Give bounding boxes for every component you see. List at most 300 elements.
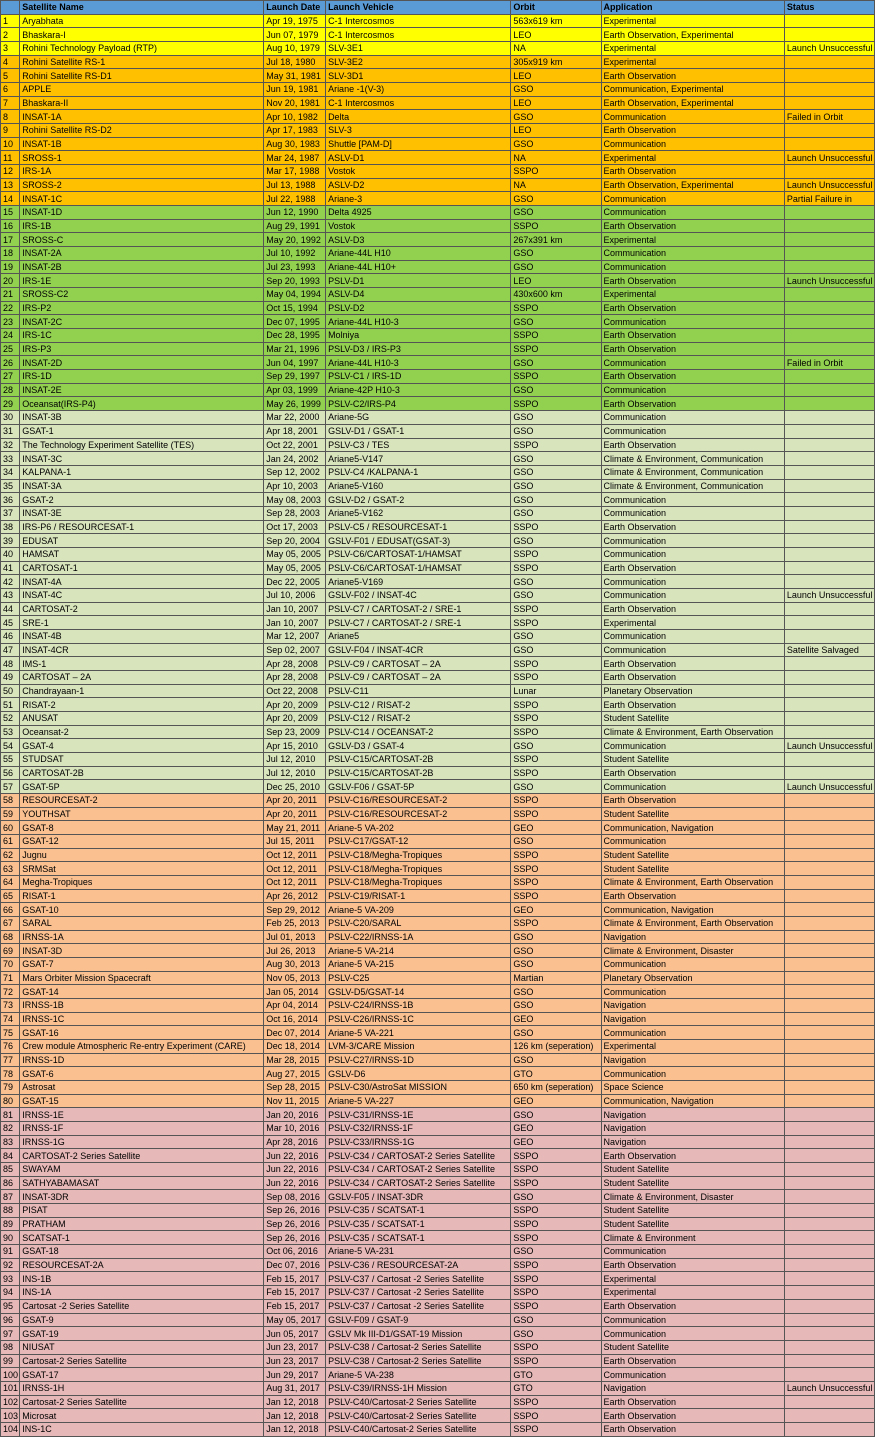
status-cell: Launch Unsuccessful [784,42,874,56]
launch-date-cell: Jan 05, 2014 [264,985,326,999]
application-cell: Earth Observation [601,274,784,288]
table-row [1,479,875,493]
launch-date-cell: Apr 26, 2012 [264,889,326,903]
orbit-cell: LEO [511,96,601,110]
index-cell: 88 [1,1204,20,1218]
application-cell: Climate & Environment, Communication [601,465,784,479]
launch-date-cell: Nov 11, 2015 [264,1094,326,1108]
orbit-cell: GEO [511,1135,601,1149]
status-cell [784,383,874,397]
satellite-name-cell: Rohini Satellite RS-D1 [20,69,264,83]
status-cell: Launch Unsuccessful [784,739,874,753]
launch-date-cell: Jun 12, 1990 [264,206,326,220]
launch-date-cell: Sep 29, 1997 [264,370,326,384]
status-cell [784,14,874,28]
index-cell: 36 [1,493,20,507]
index-cell: 24 [1,329,20,343]
orbit-cell: SSPO [511,1258,601,1272]
index-cell: 44 [1,602,20,616]
status-cell [784,260,874,274]
launch-vehicle-cell: PSLV-C36 / RESOURCESAT-2A [326,1258,511,1272]
status-cell [784,944,874,958]
table-body [1,14,875,1436]
launch-vehicle-cell: PSLV-C15/CARTOSAT-2B [326,752,511,766]
status-cell [784,206,874,220]
launch-vehicle-cell: Ariane-44L H10+ [326,260,511,274]
satellite-name-cell: IRNSS-1G [20,1135,264,1149]
index-cell: 98 [1,1340,20,1354]
status-cell [784,465,874,479]
index-cell: 90 [1,1231,20,1245]
satellite-name-cell: IRNSS-1C [20,1012,264,1026]
orbit-cell: SSPO [511,848,601,862]
orbit-cell: SSPO [511,862,601,876]
launch-vehicle-cell: C-1 Intercosmos [326,28,511,42]
satellite-name-cell: IRS-1A [20,165,264,179]
launch-vehicle-cell: GSLV-F09 / GSAT-9 [326,1313,511,1327]
orbit-cell: NA [511,151,601,165]
table-row [1,821,875,835]
application-cell: Communication [601,1245,784,1259]
application-cell: Experimental [601,1040,784,1054]
orbit-cell: GSO [511,643,601,657]
satellite-name-cell: INSAT-4CR [20,643,264,657]
table-row [1,711,875,725]
launch-vehicle-cell: PSLV-C38 / Cartosat-2 Series Satellite [326,1354,511,1368]
table-row [1,14,875,28]
status-cell [784,807,874,821]
application-cell: Earth Observation [601,1395,784,1409]
status-cell [784,370,874,384]
application-cell: Navigation [601,1012,784,1026]
satellite-name-cell: STUDSAT [20,752,264,766]
table-row [1,55,875,69]
status-cell: Launch Unsuccessful [784,274,874,288]
satellite-name-cell: INSAT-2B [20,260,264,274]
launch-vehicle-cell: PSLV-C40/Cartosat-2 Series Satellite [326,1422,511,1436]
table-row [1,971,875,985]
header-row [1,1,875,15]
satellite-name-cell: GSAT-12 [20,834,264,848]
status-cell [784,1299,874,1313]
status-cell [784,1081,874,1095]
launch-vehicle-cell: Vostok [326,165,511,179]
launch-date-cell: Jun 22, 2016 [264,1149,326,1163]
launch-vehicle-cell: PSLV-C17/GSAT-12 [326,834,511,848]
status-cell [784,411,874,425]
application-cell: Student Satellite [601,1340,784,1354]
status-cell [784,452,874,466]
launch-vehicle-cell: GSLV-F06 / GSAT-5P [326,780,511,794]
launch-date-cell: Aug 30, 1983 [264,137,326,151]
launch-vehicle-cell: PSLV-C18/Megha-Tropiques [326,862,511,876]
table-row [1,848,875,862]
status-cell [784,520,874,534]
satellite-name-cell: IRNSS-1B [20,999,264,1013]
satellite-name-cell: CARTOSAT-2B [20,766,264,780]
satellite-name-cell: Rohini Satellite RS-D2 [20,124,264,138]
launch-vehicle-cell: Ariane-5 VA-214 [326,944,511,958]
application-cell: Earth Observation [601,165,784,179]
launch-date-cell: Nov 20, 1981 [264,96,326,110]
launch-date-cell: Apr 28, 2008 [264,670,326,684]
launch-date-cell: Dec 07, 2014 [264,1026,326,1040]
launch-vehicle-cell: PSLV-C9 / CARTOSAT – 2A [326,670,511,684]
application-cell: Communication [601,985,784,999]
orbit-cell: SSPO [511,397,601,411]
orbit-cell: SSPO [511,547,601,561]
table-row [1,506,875,520]
application-cell: Navigation [601,1053,784,1067]
orbit-cell: SSPO [511,301,601,315]
table-row [1,233,875,247]
launch-vehicle-cell: Molniya [326,329,511,343]
index-cell: 14 [1,192,20,206]
table-row [1,178,875,192]
launch-date-cell: Sep 02, 2007 [264,643,326,657]
index-cell: 82 [1,1122,20,1136]
application-cell: Earth Observation [601,602,784,616]
launch-date-cell: Dec 18, 2014 [264,1040,326,1054]
application-cell: Communication [601,834,784,848]
application-cell: Climate & Environment, Communication [601,479,784,493]
orbit-cell: GSO [511,1190,601,1204]
satellite-name-cell: SROSS-1 [20,151,264,165]
status-cell [784,315,874,329]
status-cell [784,288,874,302]
launch-vehicle-cell: PSLV-C34 / CARTOSAT-2 Series Satellite [326,1163,511,1177]
table-row [1,793,875,807]
status-cell: Launch Unsuccessful [784,178,874,192]
orbit-cell: GSO [511,424,601,438]
satellite-name-cell: SARAL [20,917,264,931]
index-cell: 96 [1,1313,20,1327]
orbit-cell: GSO [511,780,601,794]
satellite-name-cell: Mars Orbiter Mission Spacecraft [20,971,264,985]
satellite-name-cell: IRNSS-1D [20,1053,264,1067]
launch-date-cell: Jun 19, 1981 [264,83,326,97]
launch-date-cell: Oct 06, 2016 [264,1245,326,1259]
orbit-cell: GSO [511,1313,601,1327]
launch-date-cell: Jul 15, 2011 [264,834,326,848]
table-row [1,1286,875,1300]
orbit-cell: GSO [511,999,601,1013]
application-cell: Climate & Environment, Earth Observation [601,725,784,739]
orbit-cell: GSO [511,534,601,548]
orbit-cell: SSPO [511,1340,601,1354]
launch-vehicle-cell: PSLV-C40/Cartosat-2 Series Satellite [326,1395,511,1409]
index-cell: 41 [1,561,20,575]
satellite-name-cell: GSAT-14 [20,985,264,999]
satellite-name-cell: INS-1B [20,1272,264,1286]
launch-vehicle-cell: PSLV-C18/Megha-Tropiques [326,848,511,862]
table-row [1,1135,875,1149]
status-cell [784,1327,874,1341]
launch-vehicle-cell: PSLV-C1 / IRS-1D [326,370,511,384]
launch-date-cell: Oct 12, 2011 [264,876,326,890]
launch-date-cell: Dec 22, 2005 [264,575,326,589]
index-cell: 49 [1,670,20,684]
orbit-cell: SSPO [511,1163,601,1177]
satellite-name-cell: INSAT-1B [20,137,264,151]
application-cell: Earth Observation [601,1149,784,1163]
application-cell: Experimental [601,233,784,247]
index-cell: 69 [1,944,20,958]
satellite-name-cell: RESOURCESAT-2A [20,1258,264,1272]
table-row [1,876,875,890]
orbit-cell: SSPO [511,657,601,671]
status-cell [784,438,874,452]
index-cell: 38 [1,520,20,534]
status-cell [784,876,874,890]
status-cell [784,124,874,138]
orbit-cell: 305x919 km [511,55,601,69]
status-cell [784,1149,874,1163]
launch-date-cell: Feb 25, 2013 [264,917,326,931]
index-cell: 66 [1,903,20,917]
launch-date-cell: Jan 20, 2016 [264,1108,326,1122]
launch-vehicle-cell: PSLV-C16/RESOURCESAT-2 [326,807,511,821]
launch-date-cell: Jul 12, 2010 [264,766,326,780]
launch-vehicle-cell: Ariane-5 VA-202 [326,821,511,835]
launch-vehicle-cell: GSLV-F02 / INSAT-4C [326,588,511,602]
table-row [1,342,875,356]
table-row [1,1163,875,1177]
launch-date-cell: Jan 24, 2002 [264,452,326,466]
satellite-name-cell: GSAT-4 [20,739,264,753]
application-cell: Earth Observation [601,793,784,807]
launch-vehicle-cell: PSLV-C33/IRNSS-1G [326,1135,511,1149]
launch-date-cell: Jun 22, 2016 [264,1163,326,1177]
application-cell: Communication [601,411,784,425]
launch-date-cell: Aug 31, 2017 [264,1381,326,1395]
satellite-name-cell: Cartosat -2 Series Satellite [20,1299,264,1313]
application-cell: Communication [601,315,784,329]
launch-date-cell: Sep 20, 2004 [264,534,326,548]
launch-date-cell: Jul 23, 1993 [264,260,326,274]
launch-vehicle-cell: PSLV-C34 / CARTOSAT-2 Series Satellite [326,1149,511,1163]
launch-date-cell: Feb 15, 2017 [264,1286,326,1300]
application-cell: Earth Observation [601,889,784,903]
launch-date-cell: Jul 10, 2006 [264,588,326,602]
launch-vehicle-cell: PSLV-C12 / RISAT-2 [326,711,511,725]
table-row [1,1176,875,1190]
application-cell: Earth Observation [601,370,784,384]
application-cell: Communication [601,493,784,507]
orbit-cell: GSO [511,411,601,425]
launch-date-cell: Jan 10, 2007 [264,616,326,630]
application-cell: Communication [601,247,784,261]
status-cell [784,862,874,876]
status-cell [784,1026,874,1040]
orbit-cell: SSPO [511,219,601,233]
launch-vehicle-cell: GSLV-D2 / GSAT-2 [326,493,511,507]
index-cell: 22 [1,301,20,315]
satellite-name-cell: GSAT-16 [20,1026,264,1040]
index-cell: 100 [1,1368,20,1382]
launch-vehicle-cell: ASLV-D1 [326,151,511,165]
satellite-name-cell: CARTOSAT-1 [20,561,264,575]
index-cell: 72 [1,985,20,999]
launch-date-cell: Jun 04, 1997 [264,356,326,370]
launch-date-cell: Jun 23, 2017 [264,1340,326,1354]
index-cell: 97 [1,1327,20,1341]
index-cell: 67 [1,917,20,931]
status-cell [784,930,874,944]
satellite-name-cell: IRNSS-1H [20,1381,264,1395]
table-row [1,575,875,589]
index-cell: 10 [1,137,20,151]
orbit-cell: SSPO [511,329,601,343]
application-cell: Communication [601,547,784,561]
index-cell: 15 [1,206,20,220]
launch-vehicle-cell: ASLV-D4 [326,288,511,302]
table-row [1,165,875,179]
satellite-name-cell: Aryabhata [20,14,264,28]
orbit-cell: GSO [511,137,601,151]
status-cell [784,889,874,903]
application-cell: Earth Observation [601,1354,784,1368]
satellite-name-cell: Cartosat-2 Series Satellite [20,1354,264,1368]
orbit-cell: SSPO [511,725,601,739]
index-cell: 99 [1,1354,20,1368]
launch-vehicle-cell: GSLV-D3 / GSAT-4 [326,739,511,753]
table-row [1,657,875,671]
table-row [1,1122,875,1136]
launch-vehicle-cell: Delta [326,110,511,124]
status-cell [784,1354,874,1368]
status-cell [784,657,874,671]
orbit-cell: SSPO [511,1354,601,1368]
orbit-cell: GSO [511,739,601,753]
application-cell: Earth Observation, Experimental [601,178,784,192]
launch-date-cell: Apr 19, 1975 [264,14,326,28]
launch-date-cell: May 26, 1999 [264,397,326,411]
table-row [1,438,875,452]
table-row [1,28,875,42]
status-cell [784,69,874,83]
index-cell: 48 [1,657,20,671]
index-cell: 45 [1,616,20,630]
status-cell [784,958,874,972]
table-row [1,315,875,329]
table-row [1,1368,875,1382]
table-row [1,834,875,848]
index-cell: 18 [1,247,20,261]
index-cell: 55 [1,752,20,766]
orbit-cell: SSPO [511,1217,601,1231]
header-application: Application [601,1,784,15]
launch-vehicle-cell: Ariane-3 [326,192,511,206]
status-cell [784,1245,874,1259]
launch-vehicle-cell: PSLV-C5 / RESOURCESAT-1 [326,520,511,534]
orbit-cell: SSPO [511,670,601,684]
application-cell: Climate & Environment, Earth Observation [601,917,784,931]
application-cell: Earth Observation [601,561,784,575]
status-cell [784,479,874,493]
header-index [1,1,20,15]
launch-vehicle-cell: PSLV-D2 [326,301,511,315]
launch-vehicle-cell: GSLV-F05 / INSAT-3DR [326,1190,511,1204]
status-cell [784,1272,874,1286]
status-cell [784,602,874,616]
application-cell: Earth Observation [601,1258,784,1272]
table-row [1,411,875,425]
launch-date-cell: Jan 12, 2018 [264,1409,326,1423]
index-cell: 47 [1,643,20,657]
table-row [1,1053,875,1067]
table-row [1,151,875,165]
orbit-cell: SSPO [511,1176,601,1190]
application-cell: Navigation [601,1122,784,1136]
orbit-cell: GEO [511,1012,601,1026]
launch-vehicle-cell: PSLV-C26/IRNSS-1C [326,1012,511,1026]
table-row [1,616,875,630]
table-row [1,520,875,534]
status-cell [784,1340,874,1354]
table-row [1,629,875,643]
table-row [1,1040,875,1054]
orbit-cell: GSO [511,315,601,329]
orbit-cell: SSPO [511,711,601,725]
status-cell [784,534,874,548]
status-cell [784,1094,874,1108]
launch-vehicle-cell: Ariane-44L H10 [326,247,511,261]
satellite-name-cell: INSAT-2A [20,247,264,261]
orbit-cell: LEO [511,124,601,138]
orbit-cell: GSO [511,1327,601,1341]
orbit-cell: SSPO [511,602,601,616]
index-cell: 70 [1,958,20,972]
status-cell [784,1422,874,1436]
table-row [1,83,875,97]
application-cell: Student Satellite [601,807,784,821]
launch-date-cell: Apr 04, 2014 [264,999,326,1013]
satellite-name-cell: IRS-1D [20,370,264,384]
status-cell [784,766,874,780]
application-cell: Earth Observation [601,124,784,138]
orbit-cell: NA [511,178,601,192]
satellite-name-cell: RESOURCESAT-2 [20,793,264,807]
launch-vehicle-cell: Ariane-5 VA-215 [326,958,511,972]
index-cell: 8 [1,110,20,124]
status-cell [784,629,874,643]
orbit-cell: GSO [511,1245,601,1259]
launch-date-cell: May 05, 2017 [264,1313,326,1327]
orbit-cell: SSPO [511,616,601,630]
launch-date-cell: Dec 07, 2016 [264,1258,326,1272]
satellite-name-cell: IRS-1C [20,329,264,343]
application-cell: Communication [601,629,784,643]
table-row [1,1067,875,1081]
status-cell [784,1368,874,1382]
application-cell: Earth Observation [601,342,784,356]
application-cell: Earth Observation [601,219,784,233]
launch-date-cell: Sep 26, 2016 [264,1217,326,1231]
satellite-name-cell: CARTOSAT-2 [20,602,264,616]
launch-date-cell: Sep 08, 2016 [264,1190,326,1204]
launch-vehicle-cell: Ariane5-V147 [326,452,511,466]
table-row [1,1026,875,1040]
application-cell: Earth Observation [601,698,784,712]
satellite-name-cell: INSAT-2E [20,383,264,397]
orbit-cell: GTO [511,1381,601,1395]
table-row [1,493,875,507]
launch-vehicle-cell: PSLV-C9 / CARTOSAT – 2A [326,657,511,671]
table-row [1,219,875,233]
application-cell: Earth Observation [601,657,784,671]
satellite-name-cell: SRE-1 [20,616,264,630]
